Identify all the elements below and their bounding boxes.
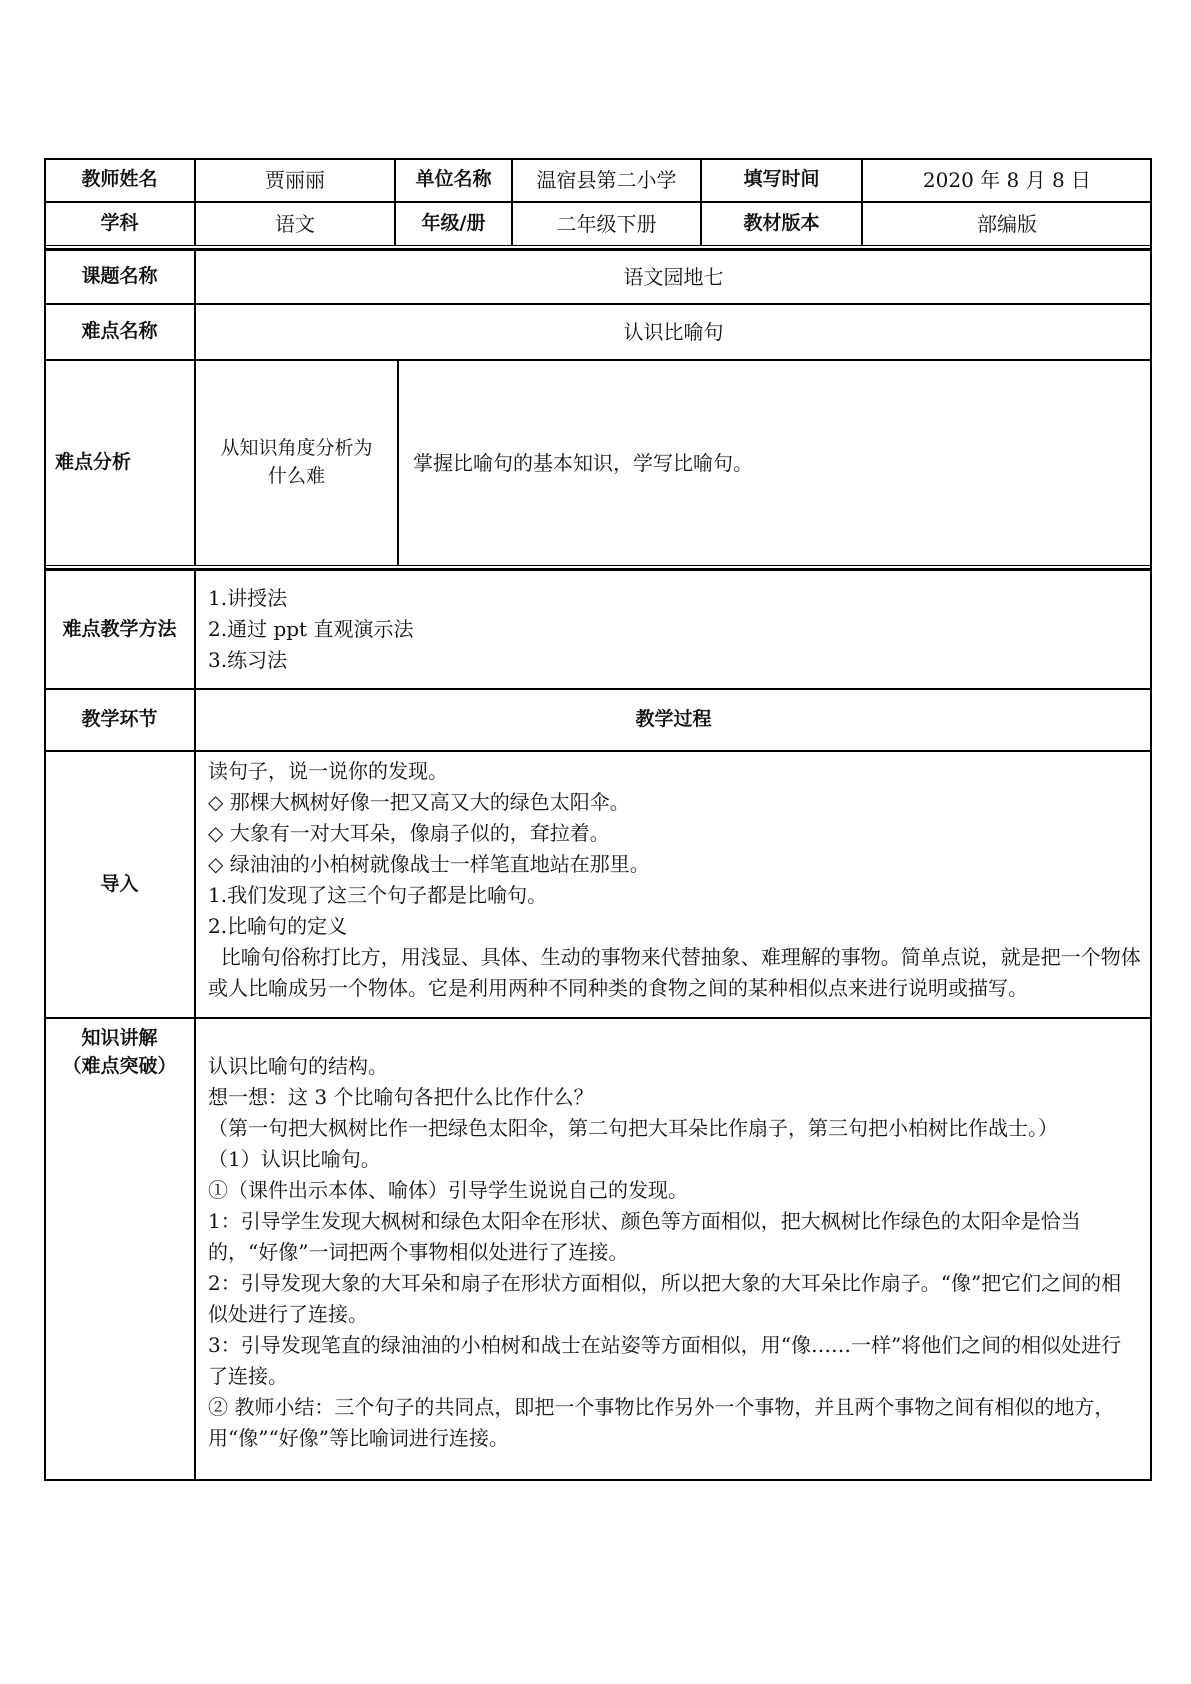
stage-header: 教学环节 — [44, 689, 195, 751]
subject-value: 语文 — [195, 202, 395, 246]
topic-label: 课题名称 — [44, 248, 195, 304]
knowledge-label-line1: 知识讲解 — [81, 1027, 158, 1049]
methods-label: 难点教学方法 — [44, 568, 195, 689]
knowledge-content — [195, 1018, 1152, 1481]
topic-value: 语文园地七 — [195, 248, 1152, 304]
knowledge-line: （1）认识比喻句。 — [208, 1147, 381, 1171]
intro-line: ◇ 大象有一对大耳朵，像扇子似的，耷拉着。 — [208, 821, 610, 845]
intro-line: 1.我们发现了这三个句子都是比喻句。 — [208, 883, 548, 907]
intro-line: ◇ 那棵大枫树好像一把又高又大的绿色太阳伞。 — [208, 790, 630, 814]
lesson-plan-table — [44, 158, 1152, 1481]
knowledge-line: ② 教师小结：三个句子的共同点，即把一个事物比作另外一个事物，并且两个事物之间有相似的地方，用“像”“好像”等比喻词进行连接。 — [208, 1395, 1115, 1450]
knowledge-label — [44, 1018, 195, 1481]
process-header: 教学过程 — [195, 689, 1152, 751]
teacher-value: 贾丽丽 — [195, 158, 395, 202]
method-item: 1.讲授法 — [208, 586, 288, 610]
edition-label: 教材版本 — [701, 202, 862, 246]
intro-line: 读句子，说一说你的发现。 — [208, 759, 448, 783]
knowledge-line: ①（课件出示本体、喻体）引导学生说说自己的发现。 — [208, 1178, 688, 1202]
grade-label: 年级/册 — [395, 202, 512, 246]
method-item: 2.通过 ppt 直观演示法 — [208, 617, 414, 641]
grade-value: 二年级下册 — [512, 202, 701, 246]
date-label: 填写时间 — [701, 158, 862, 202]
difficulty-label: 难点名称 — [44, 304, 195, 360]
knowledge-line: 2：引导发现大象的大耳朵和扇子在形状方面相似，所以把大象的大耳朵比作扇子。“像”把它们之间的相似处进行了连接。 — [208, 1271, 1122, 1326]
knowledge-line: （第一句把大枫树比作一把绿色太阳伞，第二句把大耳朵比作扇子，第三句把小柏树比作战士。） — [208, 1116, 1058, 1140]
knowledge-line: 1：引导学生发现大枫树和绿色太阳伞在形状、颜色等方面相似，把大枫树比作绿色的太阳伞是恰当的，“好像”一词把两个事物相似处进行了连接。 — [208, 1209, 1081, 1264]
unit-value: 温宿县第二小学 — [512, 158, 701, 202]
method-item: 3.练习法 — [208, 648, 288, 672]
intro-line: 2.比喻句的定义 — [208, 914, 348, 938]
analysis-label: 难点分析 — [44, 360, 195, 566]
knowledge-line: 想一想：这 3 个比喻句各把什么比作什么？ — [208, 1085, 594, 1109]
subject-label: 学科 — [44, 202, 195, 246]
unit-label: 单位名称 — [395, 158, 512, 202]
intro-content — [195, 751, 1152, 1018]
edition-value: 部编版 — [862, 202, 1152, 246]
analysis-sub-label: 从知识角度分析为什么难 — [195, 360, 398, 566]
knowledge-line: 认识比喻句的结构。 — [208, 1054, 388, 1078]
knowledge-line: 3：引导发现笔直的绿油油的小柏树和战士在站姿等方面相似，用“像……一样”将他们之间的相似处进行了连接。 — [208, 1333, 1122, 1388]
difficulty-value: 认识比喻句 — [195, 304, 1152, 360]
analysis-value: 掌握比喻句的基本知识，学写比喻句。 — [398, 360, 1152, 566]
intro-line: 比喻句俗称打比方，用浅显、具体、生动的事物来代替抽象、难理解的事物。简单点说，就是把一个物体或人比喻成另一个物体。它是利用两种不同种类的食物之间的某种相似点来进行说明或描写。 — [208, 945, 1141, 1000]
knowledge-label-line2: （难点突破） — [62, 1054, 177, 1077]
intro-label: 导入 — [44, 751, 195, 1018]
date-value: 2020 年 8 月 8 日 — [862, 158, 1152, 202]
methods-list — [195, 568, 1152, 689]
intro-line: ◇ 绿油油的小柏树就像战士一样笔直地站在那里。 — [208, 852, 650, 876]
teacher-label: 教师姓名 — [44, 158, 195, 202]
